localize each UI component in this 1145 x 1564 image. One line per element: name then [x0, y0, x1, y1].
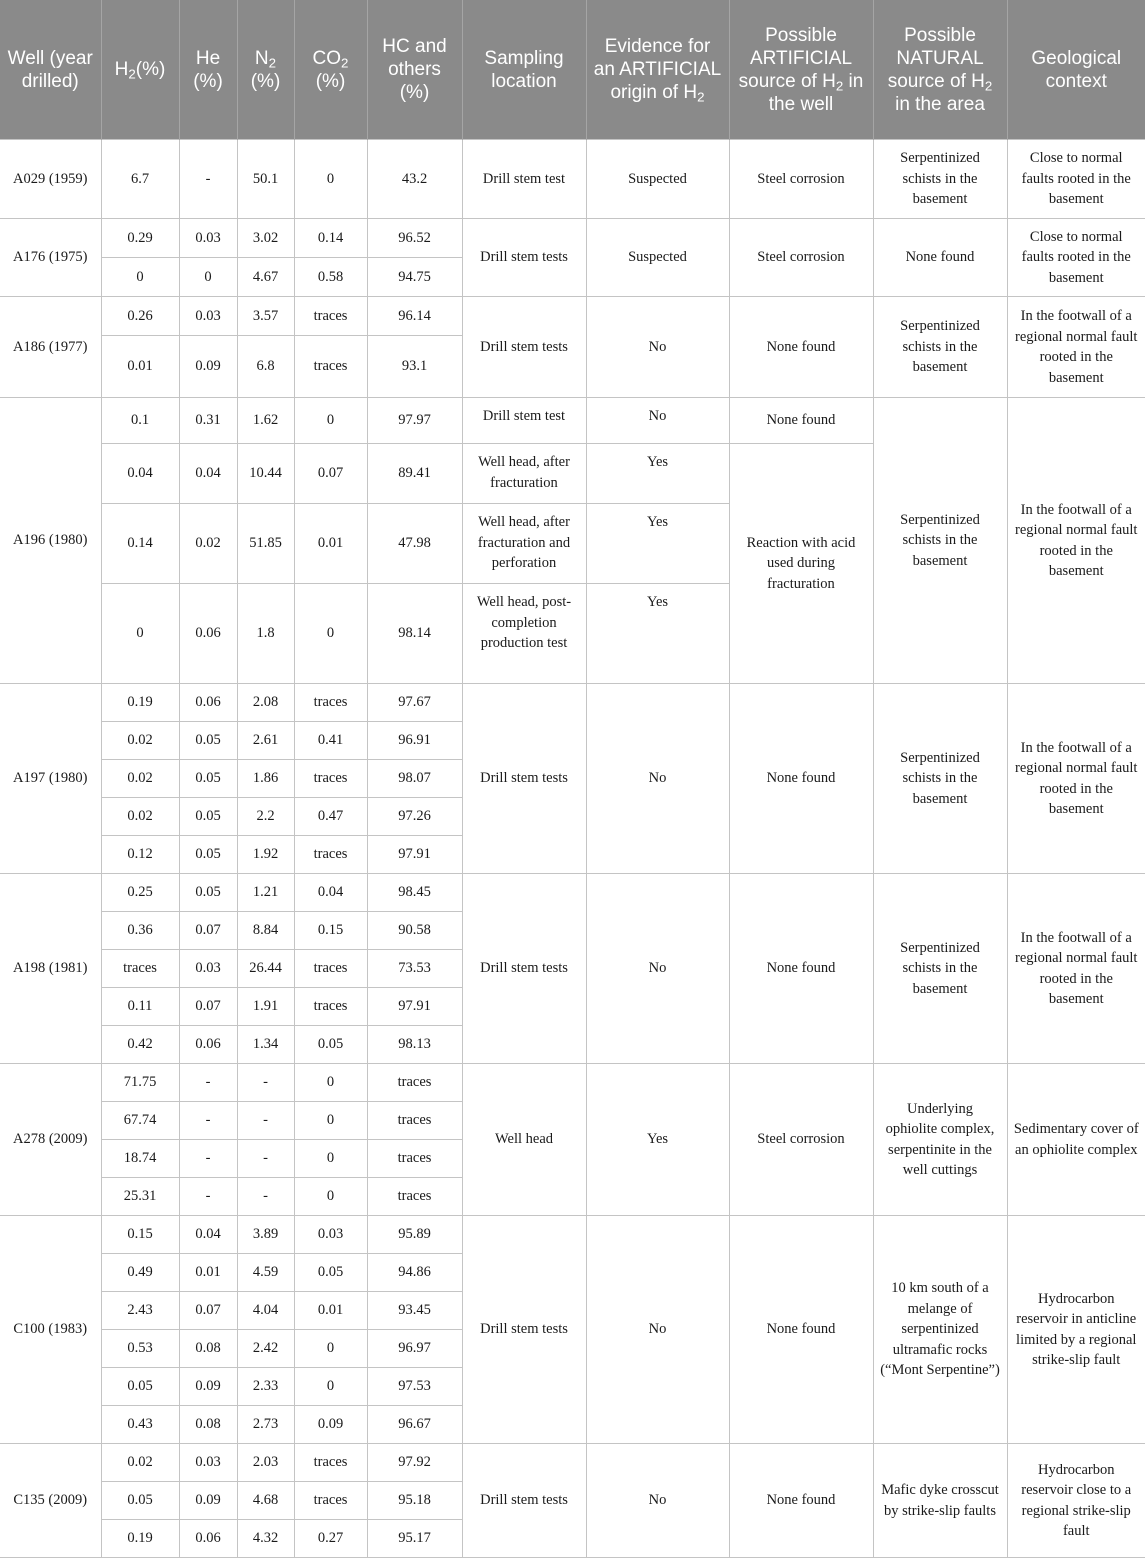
he-value: 0.02 [179, 504, 237, 584]
table-body [0, 140, 1145, 1558]
he-value: 0.07 [179, 988, 237, 1026]
he-value: 0.05 [179, 722, 237, 760]
h2-value: 0 [101, 584, 179, 684]
header-h2: $H_2(\%)$ [101, 0, 179, 140]
hc-value: 47.98 [367, 504, 462, 584]
he-value: 0.05 [179, 836, 237, 874]
header-he: He (%) [179, 0, 237, 140]
he-value: 0.06 [179, 1520, 237, 1558]
well-id: A186 (1977) [0, 297, 101, 398]
natural-source: Serpentinized schists in the basement [873, 684, 1007, 874]
hc-value: traces [367, 1102, 462, 1140]
he-value: - [179, 140, 237, 219]
well-id: A176 (1975) [0, 219, 101, 297]
n2-value: 4.32 [237, 1520, 294, 1558]
h2-value: 2.43 [101, 1292, 179, 1330]
h2-value: 18.74 [101, 1140, 179, 1178]
hc-value: 97.91 [367, 988, 462, 1026]
co2-value: 0.05 [294, 1026, 367, 1064]
he-value: 0.03 [179, 1444, 237, 1482]
n2-value: 3.89 [237, 1216, 294, 1254]
n2-value: 1.34 [237, 1026, 294, 1064]
h2-value: 0.19 [101, 1520, 179, 1558]
he-value: 0.09 [179, 336, 237, 398]
n2-value: 1.62 [237, 398, 294, 444]
h2-value: 25.31 [101, 1178, 179, 1216]
well-id: A197 (1980) [0, 684, 101, 874]
h2-value: 0.19 [101, 684, 179, 722]
table-row [0, 398, 1145, 444]
h2-value: 0.15 [101, 1216, 179, 1254]
co2-value: traces [294, 760, 367, 798]
co2-value: traces [294, 836, 367, 874]
co2-value: traces [294, 684, 367, 722]
well-id: A198 (1981) [0, 874, 101, 1064]
natural-source: 10 km south of a melange of serpentinized ultramafic rocks (“Mont Serpentine”) [873, 1216, 1007, 1444]
co2-value: 0.47 [294, 798, 367, 836]
natural-source: None found [873, 219, 1007, 297]
n2-value: 3.02 [237, 219, 294, 258]
he-value: 0.06 [179, 684, 237, 722]
he-value: 0.05 [179, 760, 237, 798]
n2-value: 1.8 [237, 584, 294, 684]
sampling-location: Drill stem test [462, 398, 586, 444]
co2-value: 0 [294, 1064, 367, 1102]
hc-value: 97.92 [367, 1444, 462, 1482]
header-sampling: Sampling location [462, 0, 586, 140]
geological-context: In the footwall of a regional normal fault rooted in the basement [1007, 684, 1145, 874]
h2-value: 0.36 [101, 912, 179, 950]
hc-value: 95.17 [367, 1520, 462, 1558]
h2-value: 0.12 [101, 836, 179, 874]
artificial-evidence: No [586, 684, 729, 874]
h2-value: 0.49 [101, 1254, 179, 1292]
h2-value: traces [101, 950, 179, 988]
geological-context: In the footwall of a regional normal fault rooted in the basement [1007, 398, 1145, 684]
co2-value: 0.05 [294, 1254, 367, 1292]
well-id: A029 (1959) [0, 140, 101, 219]
h2-value: 0.43 [101, 1406, 179, 1444]
natural-source: Serpentinized schists in the basement [873, 398, 1007, 684]
natural-source: Serpentinized schists in the basement [873, 874, 1007, 1064]
hc-value: 97.53 [367, 1368, 462, 1406]
n2-value: 2.73 [237, 1406, 294, 1444]
hc-value: 95.89 [367, 1216, 462, 1254]
h2-value: 0.42 [101, 1026, 179, 1064]
he-value: 0.09 [179, 1368, 237, 1406]
h2-value: 0.26 [101, 297, 179, 336]
he-value: 0.08 [179, 1330, 237, 1368]
hc-value: 97.67 [367, 684, 462, 722]
natural-source: Serpentinized schists in the basement [873, 297, 1007, 398]
hc-value: 95.18 [367, 1482, 462, 1520]
hc-value: 96.52 [367, 219, 462, 258]
geological-context: Close to normal faults rooted in the basement [1007, 219, 1145, 297]
co2-value: 0.01 [294, 504, 367, 584]
n2-value: - [237, 1178, 294, 1216]
artificial-evidence: Suspected [586, 219, 729, 297]
co2-value: traces [294, 336, 367, 398]
h2-value: 0.14 [101, 504, 179, 584]
table-row [0, 874, 1145, 912]
hc-value: 98.45 [367, 874, 462, 912]
co2-value: 0 [294, 140, 367, 219]
n2-value: 3.57 [237, 297, 294, 336]
n2-value: 6.8 [237, 336, 294, 398]
co2-value: 0.14 [294, 219, 367, 258]
header-geological-context: Geological context [1007, 0, 1145, 140]
co2-value: 0.09 [294, 1406, 367, 1444]
hc-value: 90.58 [367, 912, 462, 950]
header-co2: $CO_2$ (%) [294, 0, 367, 140]
artificial-source: Steel corrosion [729, 140, 873, 219]
n2-value: 50.1 [237, 140, 294, 219]
artificial-evidence: Yes [586, 444, 729, 504]
h2-value: 0.02 [101, 1444, 179, 1482]
hc-value: 94.86 [367, 1254, 462, 1292]
artificial-source: None found [729, 684, 873, 874]
artificial-source: Reaction with acid used during fracturation [729, 444, 873, 684]
hc-value: 96.91 [367, 722, 462, 760]
table-row [0, 140, 1145, 219]
co2-value: traces [294, 297, 367, 336]
hc-value: traces [367, 1178, 462, 1216]
n2-value: - [237, 1140, 294, 1178]
co2-value: traces [294, 988, 367, 1026]
hc-value: 98.14 [367, 584, 462, 684]
co2-value: 0.07 [294, 444, 367, 504]
he-value: 0.05 [179, 874, 237, 912]
h2-value: 6.7 [101, 140, 179, 219]
artificial-source: Steel corrosion [729, 1064, 873, 1216]
header-well: Well (year drilled) [0, 0, 101, 140]
n2-value: 1.91 [237, 988, 294, 1026]
n2-value: 8.84 [237, 912, 294, 950]
hc-value: 43.2 [367, 140, 462, 219]
sampling-location: Well head, after fracturation [462, 444, 586, 504]
artificial-source: None found [729, 874, 873, 1064]
n2-value: 2.33 [237, 1368, 294, 1406]
natural-source: Serpentinized schists in the basement [873, 140, 1007, 219]
n2-value: 26.44 [237, 950, 294, 988]
artificial-source: None found [729, 1216, 873, 1444]
header-natural-source: Possible NATURAL source of $H_2$ in the area [873, 0, 1007, 140]
hc-value: 93.45 [367, 1292, 462, 1330]
co2-value: 0 [294, 398, 367, 444]
artificial-source: None found [729, 1444, 873, 1558]
h2-value: 0.02 [101, 760, 179, 798]
header-artificial-source: Possible ARTIFICIAL source of $H_2$ in the well [729, 0, 873, 140]
n2-value: 4.67 [237, 258, 294, 297]
header-evidence: Evidence for an ARTIFICIAL origin of $H_2$ [586, 0, 729, 140]
he-value: - [179, 1178, 237, 1216]
h2-value: 71.75 [101, 1064, 179, 1102]
h2-value: 0.29 [101, 219, 179, 258]
he-value: 0.05 [179, 798, 237, 836]
artificial-evidence: Yes [586, 584, 729, 684]
h2-value: 0.02 [101, 722, 179, 760]
he-value: 0.06 [179, 1026, 237, 1064]
geological-context: Close to normal faults rooted in the basement [1007, 140, 1145, 219]
table-row [0, 1064, 1145, 1102]
hc-value: 94.75 [367, 258, 462, 297]
he-value: 0.03 [179, 219, 237, 258]
table-row [0, 1216, 1145, 1254]
sampling-location: Drill stem tests [462, 297, 586, 398]
n2-value: 51.85 [237, 504, 294, 584]
natural-source: Underlying ophiolite complex, serpentinite in the well cuttings [873, 1064, 1007, 1216]
n2-value: - [237, 1064, 294, 1102]
sampling-location: Well head, post-completion production test [462, 584, 586, 684]
sampling-location: Drill stem tests [462, 1444, 586, 1558]
n2-value: 2.08 [237, 684, 294, 722]
hc-value: 96.14 [367, 297, 462, 336]
co2-value: 0.41 [294, 722, 367, 760]
artificial-source: None found [729, 398, 873, 444]
hc-value: 89.41 [367, 444, 462, 504]
geological-context: Hydrocarbon reservoir close to a regional strike-slip fault [1007, 1444, 1145, 1558]
co2-value: traces [294, 1444, 367, 1482]
co2-value: 0 [294, 1102, 367, 1140]
he-value: 0.03 [179, 950, 237, 988]
artificial-source: Steel corrosion [729, 219, 873, 297]
h2-value: 0.25 [101, 874, 179, 912]
sampling-location: Drill stem tests [462, 219, 586, 297]
co2-value: 0.58 [294, 258, 367, 297]
artificial-evidence: Yes [586, 504, 729, 584]
sampling-location: Drill stem tests [462, 874, 586, 1064]
h2-value: 0.11 [101, 988, 179, 1026]
he-value: - [179, 1102, 237, 1140]
h2-value: 67.74 [101, 1102, 179, 1140]
h2-value: 0.04 [101, 444, 179, 504]
natural-source: Mafic dyke crosscut by strike-slip faults [873, 1444, 1007, 1558]
hc-value: 97.97 [367, 398, 462, 444]
artificial-evidence: Suspected [586, 140, 729, 219]
geological-context: Hydrocarbon reservoir in anticline limited by a regional strike-slip fault [1007, 1216, 1145, 1444]
h2-value: 0.01 [101, 336, 179, 398]
he-value: 0.04 [179, 1216, 237, 1254]
co2-value: 0.15 [294, 912, 367, 950]
he-value: 0.31 [179, 398, 237, 444]
h2-value: 0.1 [101, 398, 179, 444]
header-hc: HC and others (%) [367, 0, 462, 140]
hc-value: 98.07 [367, 760, 462, 798]
hc-value: 96.97 [367, 1330, 462, 1368]
well-id: A196 (1980) [0, 398, 101, 684]
geological-context: In the footwall of a regional normal fault rooted in the basement [1007, 297, 1145, 398]
sampling-location: Well head, after fracturation and perforation [462, 504, 586, 584]
hc-value: 97.26 [367, 798, 462, 836]
table-row [0, 1444, 1145, 1482]
he-value: - [179, 1140, 237, 1178]
header-row [0, 0, 1145, 140]
hc-value: 98.13 [367, 1026, 462, 1064]
hc-value: 96.67 [367, 1406, 462, 1444]
hc-value: 97.91 [367, 836, 462, 874]
n2-value: 1.92 [237, 836, 294, 874]
sampling-location: Drill stem tests [462, 684, 586, 874]
n2-value: - [237, 1102, 294, 1140]
sampling-location: Drill stem tests [462, 1216, 586, 1444]
he-value: 0.07 [179, 912, 237, 950]
hc-value: 73.53 [367, 950, 462, 988]
n2-value: 2.61 [237, 722, 294, 760]
he-value: 0.07 [179, 1292, 237, 1330]
he-value: 0.06 [179, 584, 237, 684]
h2-value: 0 [101, 258, 179, 297]
artificial-evidence: No [586, 398, 729, 444]
n2-value: 2.03 [237, 1444, 294, 1482]
well-id: C100 (1983) [0, 1216, 101, 1444]
artificial-evidence: No [586, 874, 729, 1064]
well-id: A278 (2009) [0, 1064, 101, 1216]
he-value: 0.04 [179, 444, 237, 504]
co2-value: 0.01 [294, 1292, 367, 1330]
n2-value: 10.44 [237, 444, 294, 504]
co2-value: 0 [294, 1178, 367, 1216]
h2-value: 0.53 [101, 1330, 179, 1368]
hc-value: traces [367, 1064, 462, 1102]
n2-value: 4.59 [237, 1254, 294, 1292]
co2-value: 0 [294, 1330, 367, 1368]
table-row [0, 684, 1145, 722]
n2-value: 1.21 [237, 874, 294, 912]
he-value: 0.08 [179, 1406, 237, 1444]
co2-value: 0 [294, 1368, 367, 1406]
artificial-source: None found [729, 297, 873, 398]
geological-context: Sedimentary cover of an ophiolite complex [1007, 1064, 1145, 1216]
h2-value: 0.05 [101, 1482, 179, 1520]
artificial-evidence: No [586, 297, 729, 398]
n2-value: 2.42 [237, 1330, 294, 1368]
co2-value: traces [294, 1482, 367, 1520]
he-value: - [179, 1064, 237, 1102]
he-value: 0.01 [179, 1254, 237, 1292]
h2-value: 0.05 [101, 1368, 179, 1406]
table-row [0, 219, 1145, 258]
sampling-location: Well head [462, 1064, 586, 1216]
hc-value: 93.1 [367, 336, 462, 398]
hc-value: traces [367, 1140, 462, 1178]
co2-value: 0.04 [294, 874, 367, 912]
co2-value: 0 [294, 1140, 367, 1178]
artificial-evidence: Yes [586, 1064, 729, 1216]
co2-value: traces [294, 950, 367, 988]
n2-value: 1.86 [237, 760, 294, 798]
artificial-evidence: No [586, 1444, 729, 1558]
co2-value: 0.03 [294, 1216, 367, 1254]
he-value: 0 [179, 258, 237, 297]
n2-value: 2.2 [237, 798, 294, 836]
he-value: 0.03 [179, 297, 237, 336]
well-id: C135 (2009) [0, 1444, 101, 1558]
table-row [0, 297, 1145, 336]
h2-value: 0.02 [101, 798, 179, 836]
sampling-location: Drill stem test [462, 140, 586, 219]
n2-value: 4.68 [237, 1482, 294, 1520]
header-n2: $N_2$ (%) [237, 0, 294, 140]
geological-context: In the footwall of a regional normal fault rooted in the basement [1007, 874, 1145, 1064]
he-value: 0.09 [179, 1482, 237, 1520]
co2-value: 0.27 [294, 1520, 367, 1558]
artificial-evidence: No [586, 1216, 729, 1444]
co2-value: 0 [294, 584, 367, 684]
n2-value: 4.04 [237, 1292, 294, 1330]
